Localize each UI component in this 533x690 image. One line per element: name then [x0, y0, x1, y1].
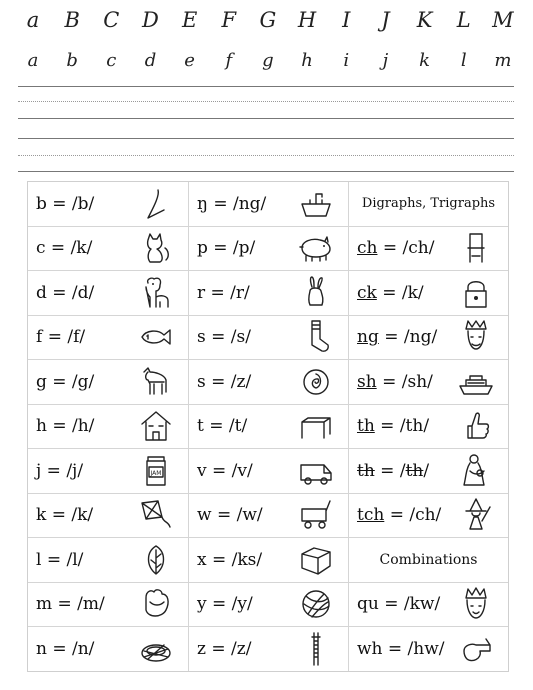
chair-icon: [458, 230, 494, 266]
sound-label-part: = /ch/: [384, 505, 442, 526]
letter-l-icon: [138, 186, 174, 222]
table-cell: [348, 627, 508, 671]
table-cell: [348, 316, 508, 360]
sound-label: [36, 194, 94, 214]
cursive-letter: D: [142, 8, 159, 32]
table-cell: [348, 271, 508, 315]
sound-label-part: sh: [357, 371, 377, 392]
sound-label: [357, 238, 434, 258]
table-cell: [28, 449, 188, 493]
sound-label-part: wh = /hw/: [357, 638, 445, 659]
cursive-letter: J: [381, 8, 390, 32]
table-row: [28, 582, 508, 627]
guide-line: [18, 86, 514, 87]
sound-label-part: j = /j/: [36, 460, 84, 481]
ship-icon: [458, 364, 494, 400]
cursive-letter: b: [66, 50, 78, 71]
table-row: [28, 493, 508, 538]
table-cell: [28, 182, 188, 226]
table-cell: [348, 583, 508, 627]
guide-line: [18, 118, 514, 119]
sound-label: [357, 461, 429, 481]
goat-icon: [138, 364, 174, 400]
sound-label-part: tch: [357, 505, 385, 526]
table-cell: [28, 538, 188, 582]
table-row: [28, 270, 508, 315]
witch-icon: [458, 497, 494, 533]
table-cell: [348, 182, 508, 226]
pig-icon: [298, 230, 334, 266]
sound-label: [357, 505, 441, 525]
sound-label: [357, 283, 424, 303]
sound-label-part: w = /w/: [197, 505, 263, 526]
table-cell: [348, 405, 508, 449]
whistle-icon: [458, 631, 494, 667]
van-icon: [298, 453, 334, 489]
sound-label-part: = /sh/: [376, 371, 433, 392]
rose-icon: [298, 364, 334, 400]
sound-label-part: = /k/: [376, 282, 424, 303]
rabbit-icon: [298, 275, 334, 311]
sound-label: [197, 194, 266, 214]
sound-label: [36, 550, 83, 570]
sock-icon: [298, 319, 334, 355]
sound-label-part: h = /h/: [36, 416, 95, 437]
table-cell: [188, 583, 348, 627]
cursive-letter: i: [343, 50, 350, 71]
sound-label-part: = /ng/: [378, 327, 438, 348]
sound-label-part: x = /ks/: [197, 549, 263, 570]
sound-label: [36, 283, 94, 303]
guide-line: [18, 138, 514, 139]
sound-label-part: f = /f/: [36, 327, 86, 348]
jam-jar-label: JAM: [150, 469, 162, 477]
cursive-letter: l: [460, 50, 467, 71]
sound-label-part: = /: [374, 460, 406, 481]
table-cell: [28, 405, 188, 449]
house-icon: [138, 408, 174, 444]
sound-label: [357, 416, 429, 436]
cursive-letter: c: [106, 50, 117, 71]
table-cell: [188, 316, 348, 360]
sound-label: [357, 327, 437, 347]
table-cell: [348, 449, 508, 493]
table-row: [28, 626, 508, 671]
table-cell: [188, 449, 348, 493]
cursive-letter: M: [492, 8, 514, 32]
cursive-letter: K: [416, 8, 433, 32]
sound-label-part: l = /l/: [36, 549, 84, 570]
sound-label: [36, 505, 93, 525]
sound-label-part: p = /p/: [197, 238, 256, 259]
cursive-letter: G: [259, 8, 277, 32]
section-heading: Combinations: [379, 551, 478, 568]
cursive-letter: F: [221, 8, 237, 32]
king-icon: [458, 319, 494, 355]
sound-label-part: k = /k/: [36, 505, 94, 526]
sound-label-part: s = /z/: [197, 371, 252, 392]
sound-label: [357, 372, 433, 392]
sound-label: [197, 327, 251, 347]
table-cell: [348, 494, 508, 538]
sound-label-part: ng: [357, 327, 379, 348]
sound-label-part: s = /s/: [197, 327, 251, 348]
sound-label: [197, 416, 247, 436]
table-cell: [28, 627, 188, 671]
cursive-letter: h: [301, 50, 313, 71]
cursive-letter: a: [27, 50, 39, 71]
sound-label: [197, 372, 251, 392]
cursive-letter: j: [382, 50, 389, 71]
queen-icon: [458, 586, 494, 622]
sound-label: [36, 461, 83, 481]
thumb-icon: [458, 408, 494, 444]
cursive-letter: d: [144, 50, 157, 71]
table-cell: [188, 405, 348, 449]
table-cell: [188, 182, 348, 226]
sound-label: [357, 594, 440, 614]
cursive-letter: f: [225, 50, 233, 71]
mitt-icon: [138, 586, 174, 622]
cat-icon: [138, 230, 174, 266]
sound-label-part: d = /d/: [36, 282, 95, 303]
sound-label: [36, 639, 94, 659]
sound-label-part: = /th/: [374, 416, 430, 437]
sound-label-part: qu = /kw/: [357, 594, 441, 615]
lock-icon: [458, 275, 494, 311]
sound-label: [197, 238, 255, 258]
sound-label: [197, 505, 263, 525]
sound-label: [36, 416, 94, 436]
sound-label-part: n = /n/: [36, 638, 95, 659]
cursive-letter: H: [297, 8, 317, 32]
jam-jar-icon: [138, 453, 174, 489]
sound-label-part: z = /z/: [197, 638, 252, 659]
table-cell: [188, 538, 348, 582]
table-cell: [28, 271, 188, 315]
table-icon: [298, 408, 334, 444]
wagon-icon: [298, 497, 334, 533]
uppercase-alphabet-row: [18, 8, 518, 32]
sound-label-part: th: [405, 460, 424, 481]
zipper-icon: [298, 631, 334, 667]
sound-label: [357, 639, 445, 659]
cursive-letter: k: [419, 50, 431, 71]
guide-line: [18, 171, 514, 172]
table-row: [28, 359, 508, 404]
table-cell: [28, 227, 188, 271]
sound-label-part: ch: [357, 238, 378, 259]
table-cell: [188, 627, 348, 671]
sound-label-part: th: [357, 460, 375, 481]
leaf-icon: [138, 542, 174, 578]
sound-label: [36, 372, 94, 392]
sound-label-part: t = /t/: [197, 416, 248, 437]
table-cell: [188, 360, 348, 404]
cursive-letter: m: [494, 50, 512, 71]
guide-line: [18, 101, 514, 102]
table-row: [28, 404, 508, 449]
sound-label-part: y = /y/: [197, 594, 253, 615]
table-row: [28, 537, 508, 582]
sound-label: [197, 461, 253, 481]
cursive-letter: e: [184, 50, 195, 71]
sound-label-part: g = /g/: [36, 371, 95, 392]
lowercase-alphabet-row: [18, 50, 518, 71]
sound-label-part: /: [423, 460, 430, 481]
table-cell: [188, 271, 348, 315]
cursive-letter: I: [342, 8, 351, 32]
table-row: [28, 226, 508, 271]
sink-icon: [298, 186, 334, 222]
table-cell: [188, 227, 348, 271]
sound-label-part: c = /k/: [36, 238, 93, 259]
sound-label: [197, 550, 262, 570]
sound-label-part: r = /r/: [197, 282, 250, 303]
kite-icon: [138, 497, 174, 533]
sound-label: [36, 327, 85, 347]
cursive-letter: E: [181, 8, 198, 32]
table-row: [28, 315, 508, 360]
table-row: [28, 182, 508, 226]
table-cell: [28, 494, 188, 538]
cursive-letter: g: [262, 50, 274, 71]
table-row: [28, 448, 508, 493]
table-cell: [348, 227, 508, 271]
sound-label-part: v = /v/: [197, 460, 253, 481]
cursive-letter: B: [64, 8, 80, 32]
sound-label: [197, 283, 250, 303]
sound-label-part: = /ch/: [377, 238, 435, 259]
dog-icon: [138, 275, 174, 311]
sound-label: [36, 238, 92, 258]
cursive-letter: a: [26, 8, 40, 32]
sound-label-part: m = /m/: [36, 594, 105, 615]
sound-label-part: ck: [357, 282, 377, 303]
table-cell: [348, 538, 508, 582]
table-cell: [348, 360, 508, 404]
phonics-table: [27, 181, 509, 672]
cursive-letter: C: [103, 8, 120, 32]
sound-label-part: b = /b/: [36, 193, 95, 214]
guide-line: [18, 155, 514, 156]
fish-icon: [138, 319, 174, 355]
sound-label: [36, 594, 105, 614]
box-icon: [298, 542, 334, 578]
sound-label: [197, 594, 253, 614]
mother-icon: [458, 453, 494, 489]
table-cell: [188, 494, 348, 538]
yarn-icon: [298, 586, 334, 622]
sound-label-part: ŋ = /ng/: [197, 193, 267, 214]
table-cell: [28, 360, 188, 404]
table-cell: [28, 583, 188, 627]
section-heading: Digraphs, Trigraphs: [361, 196, 496, 212]
nest-icon: [138, 631, 174, 667]
sound-label-part: th: [357, 416, 375, 437]
cursive-letter: L: [456, 8, 471, 32]
sound-label: [197, 639, 251, 659]
table-cell: [28, 316, 188, 360]
